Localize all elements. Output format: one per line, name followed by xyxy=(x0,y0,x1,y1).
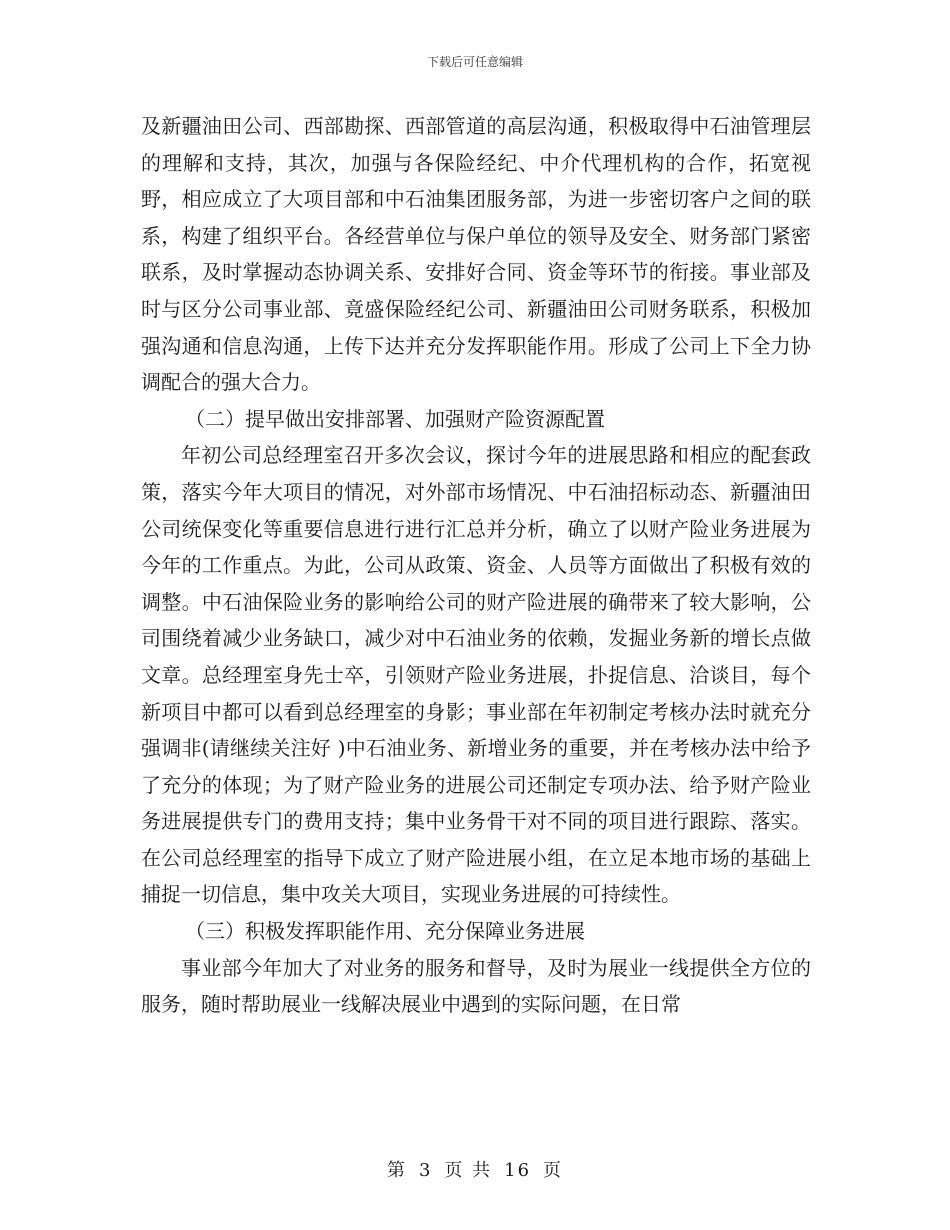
page-header: 下载后可任意编辑 xyxy=(426,55,523,69)
paragraph-resource-allocation: 年初公司总经理室召开多次会议，探讨今年的进展思路和相应的配套政策，落实今年大项目的情况，对外部市场情况、中石油招标动态、新疆油田公司统保变化等重要信息进行进行汇总并分析，确立了以财产险业务进展为今年的工作重点。为此，公司从政策、资金、人员等方面做出了积极有效的调整。中石油保险业务的影响给公司的财产险进展的确带来了较大影响，公司围绕着减少业务缺口，减少对中石油业务的依赖，发掘业务新的增长点做文章。总经理室身先士卒，引领财产险业务进展，扑捉信息、洽谈目，每个新项目中都可以看到总经理室的身影；事业部在年初制定考核办法时就充分强调非(请继续关注好 )中石油业务、新增业务的重要，并在考核办法中给予了充分的体现；为了财产险业务的进展公司还制定专项办法、给予财产险业务进展提供专门的费用支持；集中业务骨干对不同的项目进行跟踪、落实。在公司总经理室的指导下成立了财产险进展小组，在立足本地市场的基础上捕捉一切信息，集中攻关大项目，实现业务进展的可持续性。 xyxy=(141,443,811,907)
paragraph-continuation: 及新疆油田公司、西部勘探、西部管道的高层沟通，积极取得中石油管理层的理解和支持，其次，加强与各保险经纪、中介代理机构的合作，拓宽视野，相应成立了大项目部和中石油集团服务部，为进一步密切客户之间的联系，构建了组织平台。各经营单位与保户单位的领导及安全、财务部门紧密联系，及时掌握动态协调关系、安排好合同、资金等环节的衔接。事业部及时与区分公司事业部、竟盛保险经纪公司、新疆油田公司财务联系，积极加强沟通和信息沟通，上传下达并充分发挥职能作用。形成了公司上下全力协调配合的强大合力。 xyxy=(141,114,811,395)
paragraph-service-support: 事业部今年加大了对业务的服务和督导，及时为展业一线提供全方位的服务，随时帮助展业一线解决展业中遇到的实际问题，在日常 xyxy=(141,955,811,1017)
footer-total-pages: 16 xyxy=(504,1160,532,1181)
footer-suffix: 页 xyxy=(543,1160,564,1181)
footer-prefix: 第 xyxy=(386,1160,407,1181)
section-heading-2: （二）提早做出安排部署、加强财产险资源配置 xyxy=(185,406,605,431)
footer-middle: 页 共 xyxy=(444,1160,493,1181)
document-body xyxy=(141,108,811,1023)
section-heading-3: （三）积极发挥职能作用、充分保障业务进展 xyxy=(185,919,585,944)
footer-page-number: 3 xyxy=(418,1160,433,1181)
page-footer xyxy=(0,1156,950,1182)
